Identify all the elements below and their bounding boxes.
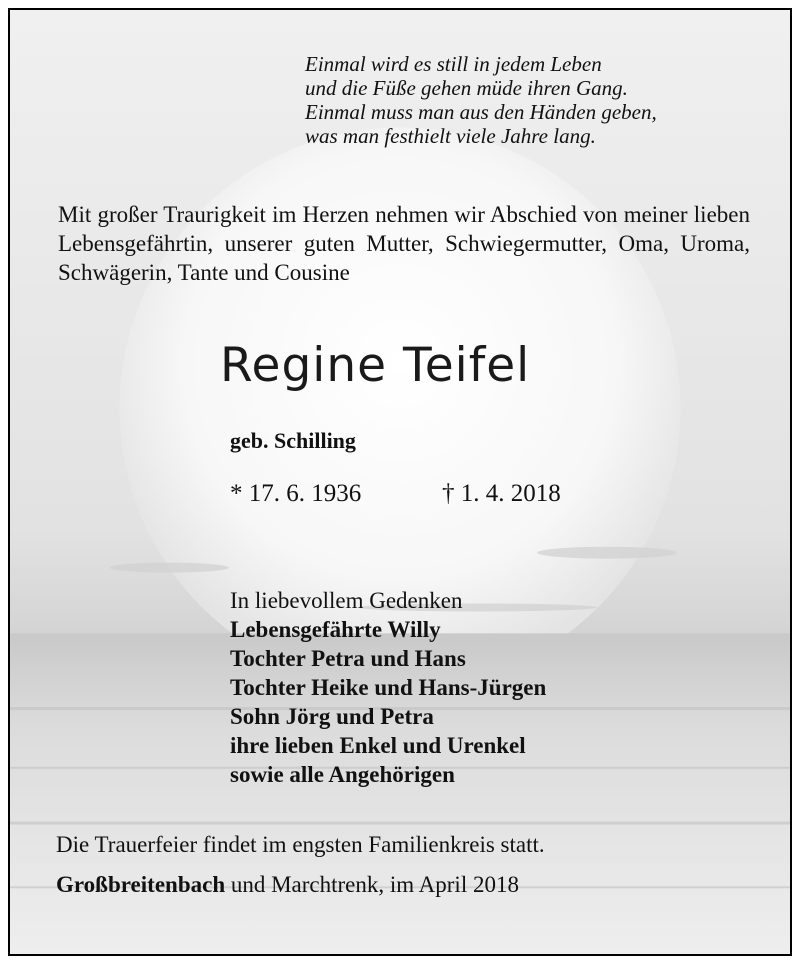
mourner-line: sowie alle Angehörigen (230, 762, 455, 787)
intro-text: Mit großer Traurigkeit im Herzen nehmen wir Abschied von meiner lieben Lebensgefährtin, unserer guten Mutter, Schwiegermutter, Oma, Uroma, Schwägerin, Tante und Cousine (58, 202, 750, 285)
place-and-date (56, 872, 519, 898)
mourner-line: Tochter Petra und Hans (230, 646, 466, 671)
life-dates (230, 480, 561, 508)
poem (305, 52, 657, 148)
background-moon-sea-image (10, 10, 790, 954)
place-rest: und Marchtrenk, im April 2018 (225, 872, 519, 897)
mourners-block (230, 586, 546, 789)
birth-name: geb. Schilling (230, 428, 356, 453)
poem-line: Einmal wird es still in jedem Leben (305, 52, 602, 76)
poem-line: Einmal muss man aus den Händen geben, (305, 100, 657, 124)
obituary-frame (8, 8, 792, 956)
mourner-line: Lebensgefährte Willy (230, 617, 441, 642)
death-date: † 1. 4. 2018 (442, 480, 561, 507)
memorial-heading: In liebevollem Gedenken (230, 588, 463, 613)
deceased-name: Regine Teifel (220, 338, 531, 393)
poem-line: und die Füße gehen müde ihren Gang. (305, 76, 628, 100)
mourner-line: Sohn Jörg und Petra (230, 704, 434, 729)
birth-date: * 17. 6. 1936 (230, 480, 362, 507)
mourner-line: Tochter Heike und Hans-Jürgen (230, 675, 547, 700)
mourner-line: ihre lieben Enkel und Urenkel (230, 733, 526, 758)
ceremony-note: Die Trauerfeier findet im engsten Familienkreis statt. (56, 832, 545, 857)
place-bold: Großbreitenbach (56, 872, 226, 897)
poem-line: was man festhielt viele Jahre lang. (305, 124, 596, 148)
